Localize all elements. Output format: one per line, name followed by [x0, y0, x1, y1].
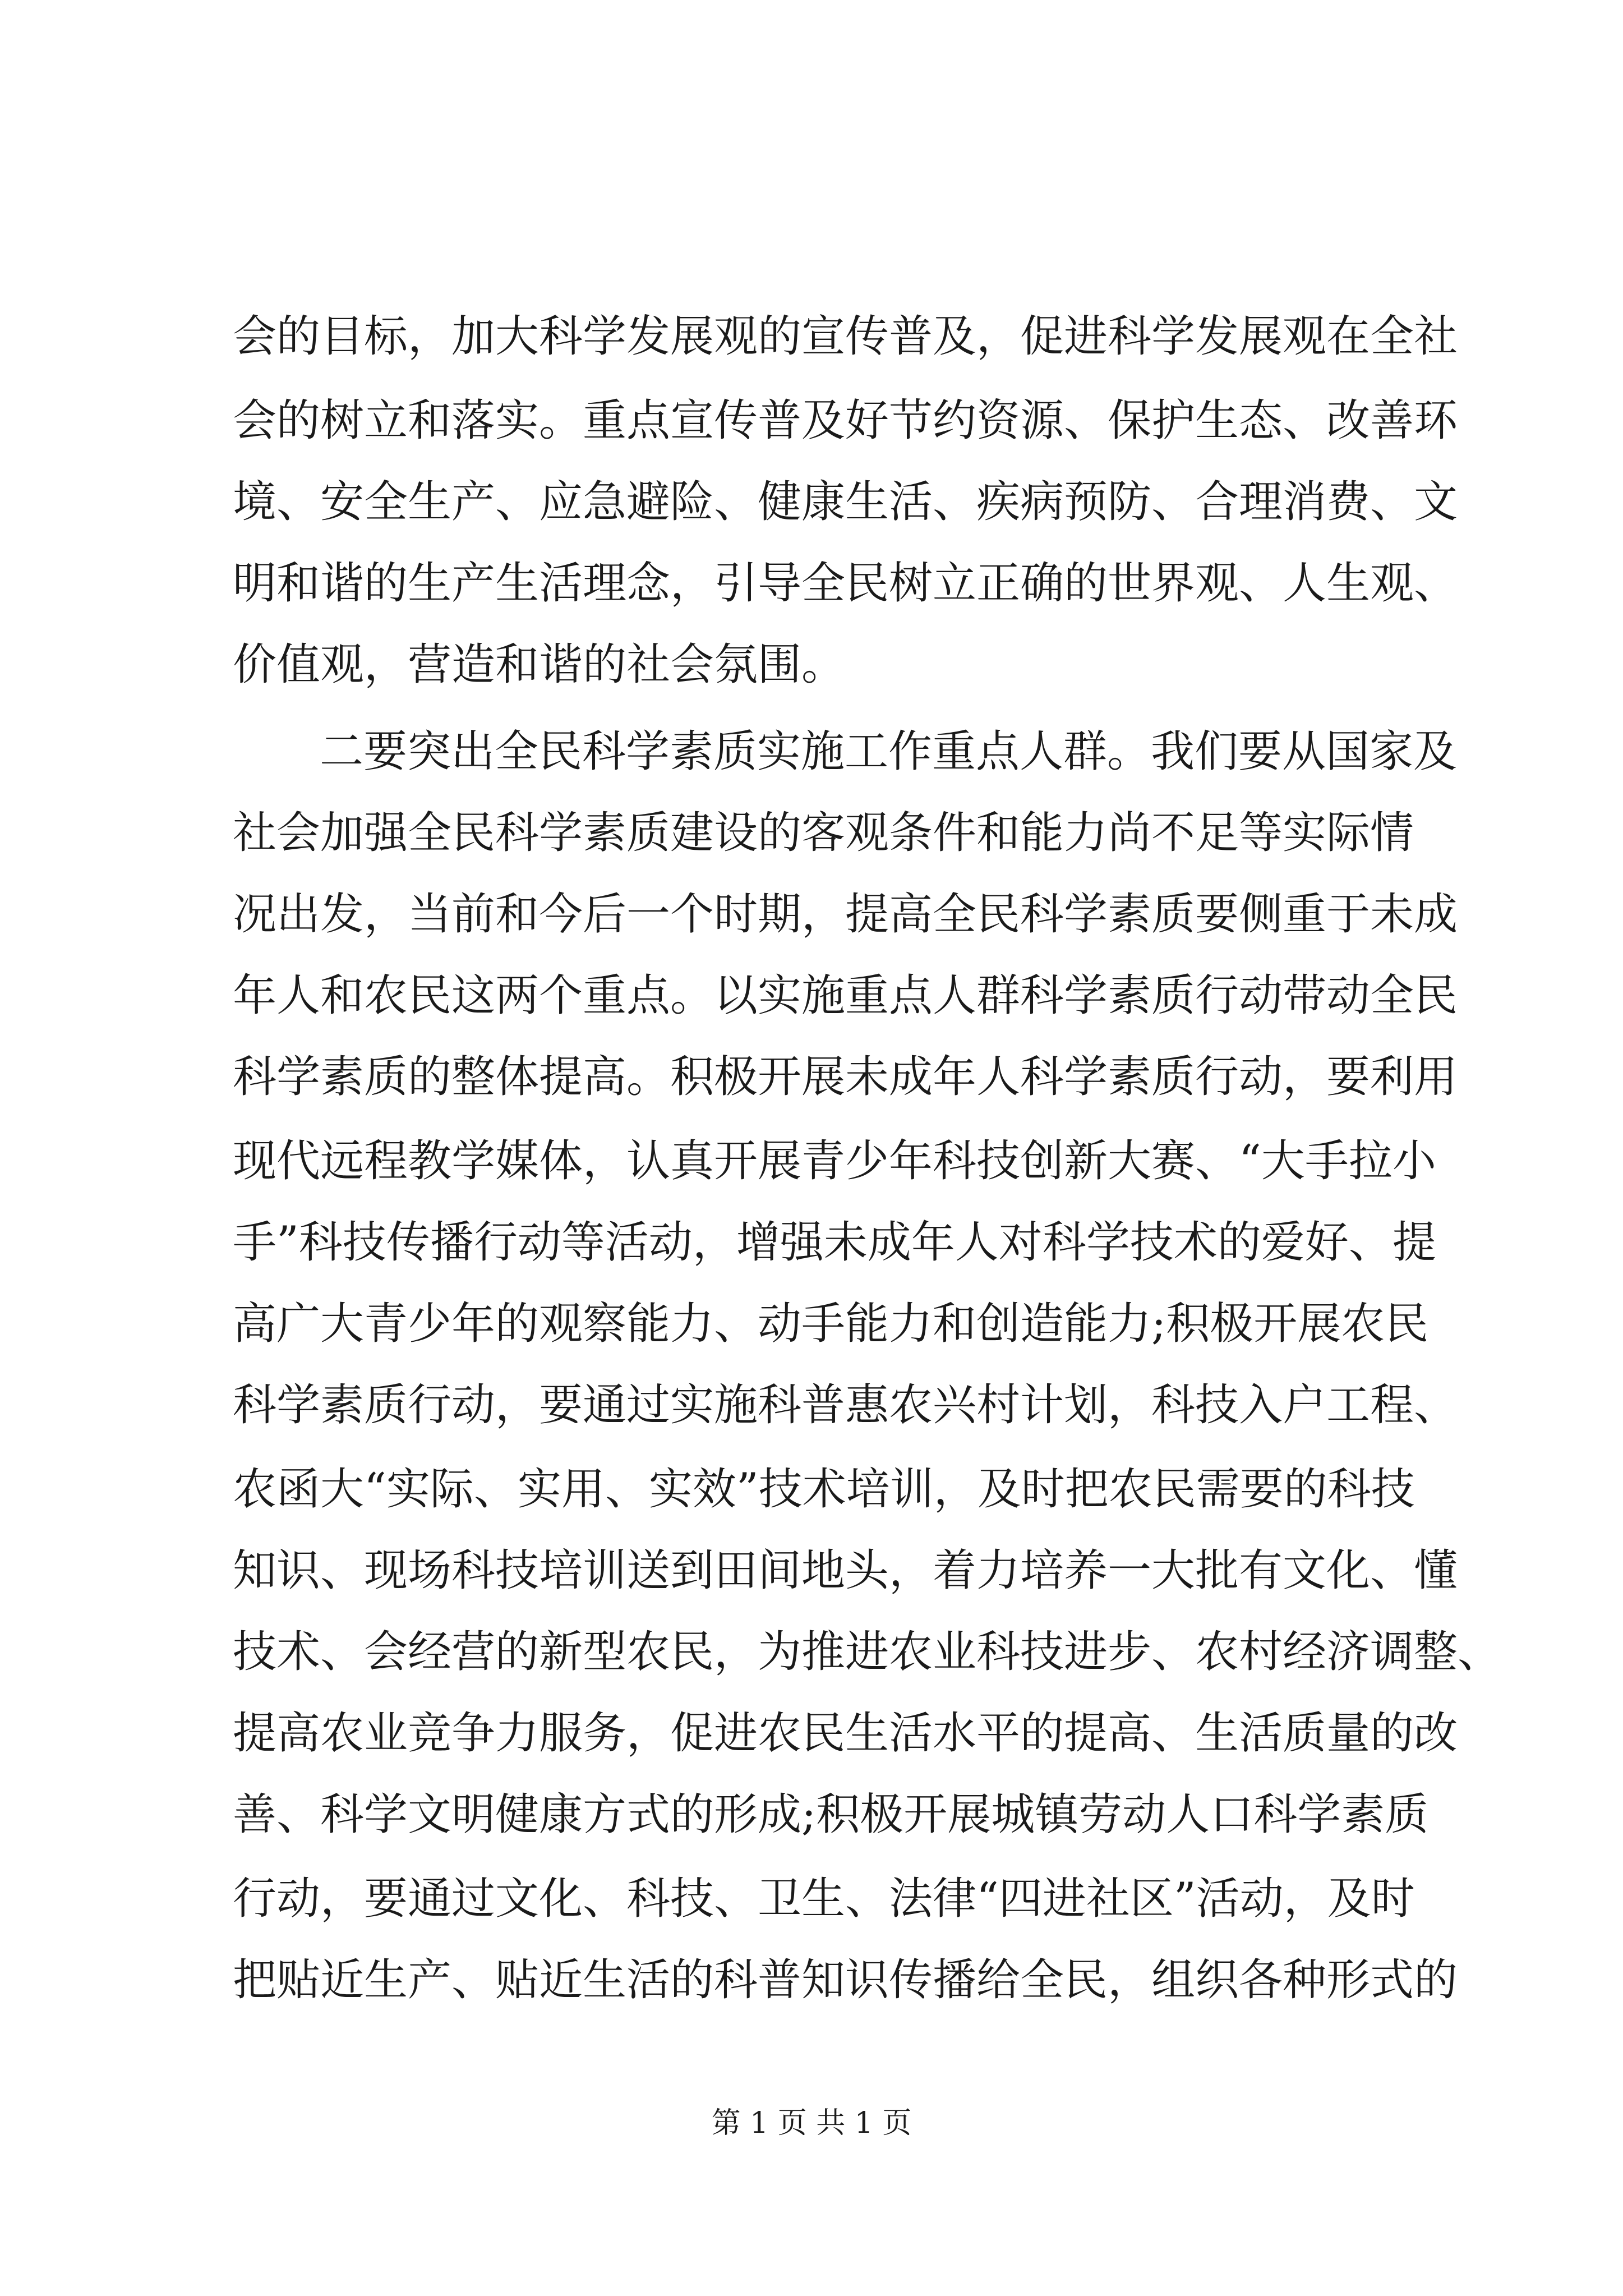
body-text-line: 提高农业竞争力服务，促进农民生活水平的提高、生活质量的改	[233, 1708, 1458, 1759]
body-text-line: 农函大“实际、实用、实效”技术培训，及时把农民需要的科技	[233, 1464, 1415, 1515]
body-text-line: 会的树立和落实。重点宣传普及好节约资源、保护生态、改善环	[233, 395, 1458, 446]
body-text-line: 科学素质的整体提高。积极开展未成年人科学素质行动，要利用	[233, 1052, 1458, 1102]
body-text-line: 况出发，当前和今后一个时期，提高全民科学素质要侧重于未成	[233, 889, 1458, 940]
body-text-line: 境、安全生产、应急避险、健康生活、疾病预防、合理消费、文	[233, 477, 1458, 527]
body-text-line: 年人和农民这两个重点。以实施重点人群科学素质行动带动全民	[233, 970, 1458, 1021]
body-text-line: 会的目标，加大科学发展观的宣传普及，促进科学发展观在全社	[233, 311, 1458, 362]
body-text-line: 明和谐的生产生活理念，引导全民树立正确的世界观、人生观、	[233, 558, 1458, 609]
body-text-line: 行动，要通过文化、科技、卫生、法律“四进社区”活动，及时	[233, 1874, 1415, 1924]
body-text-line: 善、科学文明健康方式的形成;积极开展城镇劳动人口科学素质	[233, 1789, 1429, 1840]
body-text-line: 把贴近生产、贴近生活的科普知识传播给全民，组织各种形式的	[233, 1955, 1458, 2005]
paragraph-first-line: 二要突出全民科学素质实施工作重点人群。我们要从国家及	[320, 726, 1458, 777]
body-text-line: 手”科技传播行动等活动，增强未成年人对科学技术的爱好、提	[233, 1217, 1436, 1268]
body-text-line: 科学素质行动，要通过实施科普惠农兴村计划，科技入户工程、	[233, 1380, 1458, 1430]
body-text-line: 知识、现场科技培训送到田间地头，着力培养一大批有文化、懂	[233, 1545, 1458, 1596]
page-footer: 第 1 页 共 1 页	[711, 2106, 912, 2140]
body-text-line: 高广大青少年的观察能力、动手能力和创造能力;积极开展农民	[233, 1299, 1429, 1349]
body-text-line: 价值观，营造和谐的社会氛围。	[233, 639, 846, 690]
body-text-line: 现代远程教学媒体，认真开展青少年科技创新大赛、“大手拉小	[233, 1136, 1436, 1186]
body-text-line: 社会加强全民科学素质建设的客观条件和能力尚不足等实际情	[233, 808, 1414, 858]
body-text-line: 技术、会经营的新型农民，为推进农业科技进步、农村经济调整、	[233, 1627, 1502, 1677]
